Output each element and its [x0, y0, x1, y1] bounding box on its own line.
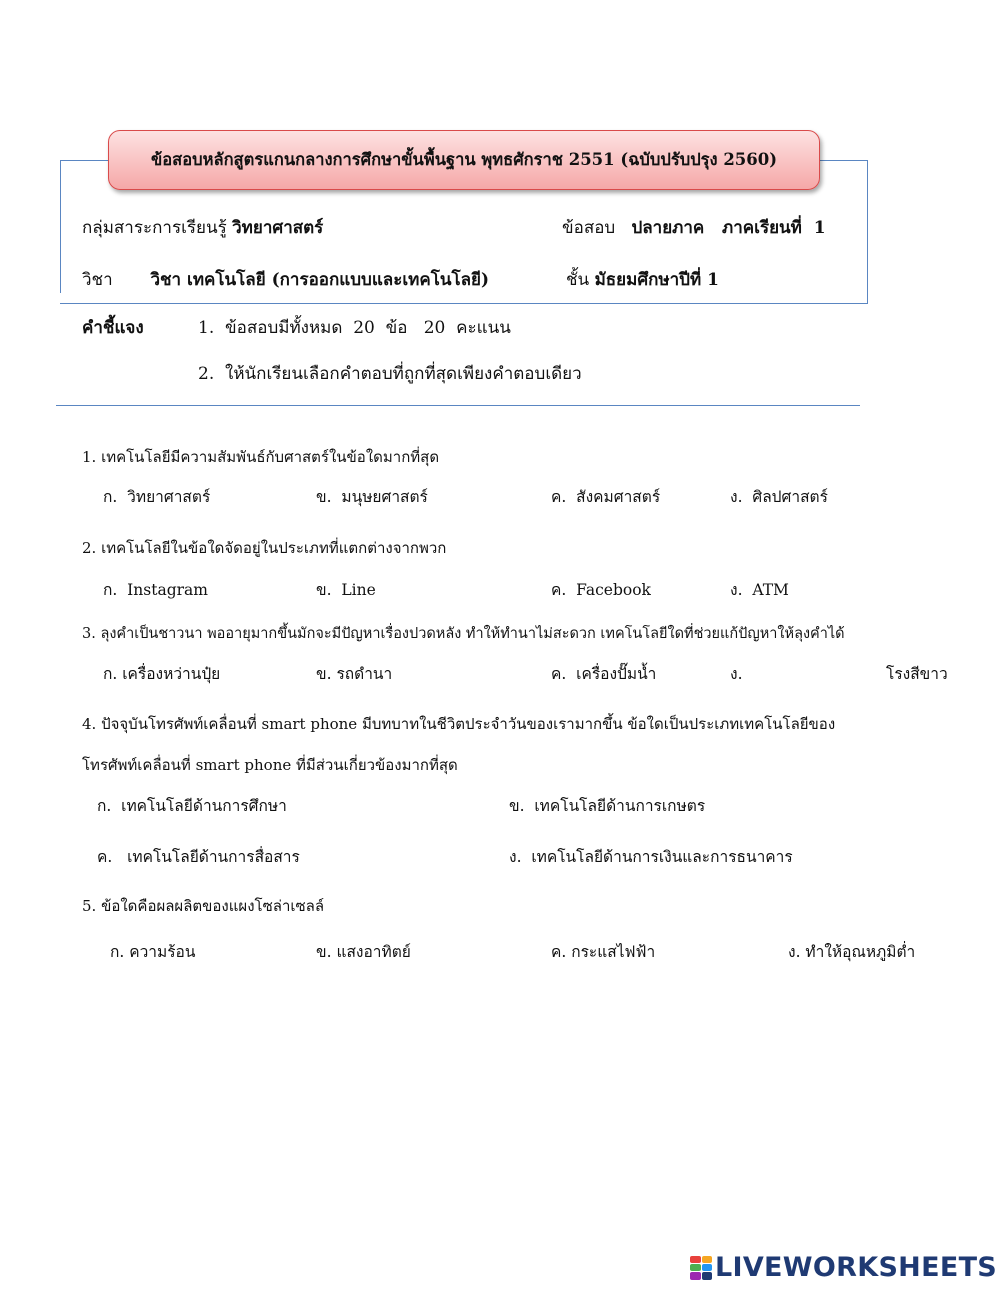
exam-label: ข้อสอบ [562, 218, 616, 238]
liveworksheets-logo-icon [690, 1256, 712, 1280]
q5-option-a[interactable]: ก. ความร้อน [110, 943, 196, 961]
q2-option-d[interactable]: ง. ATM [730, 581, 789, 599]
q4-option-b[interactable]: ข. เทคโนโลยีด้านการเกษตร [509, 797, 706, 815]
header-frame-top-right [818, 160, 868, 161]
section-divider [56, 405, 860, 406]
exam-value: ปลายภาค ภาคเรียนที่ 1 [631, 218, 826, 238]
q5-option-b[interactable]: ข. แสงอาทิตย์ [316, 943, 411, 961]
subject-group-value: วิทยาศาสตร์ [232, 218, 324, 238]
question-4-text: 4. ปัจจุบันโทรศัพท์เคลื่อนที่ smart phone มีบทบาทในชีวิตประจำวันของเรามากขึ้น ข้อใดเป็นประเภทเทคโนโลยีของ [82, 715, 836, 733]
instruction-item-2: 2. ให้นักเรียนเลือกคำตอบที่ถูกที่สุดเพียงคำตอบเดียว [198, 364, 582, 384]
grade [566, 266, 719, 293]
instructions-label: คำชี้แจง [82, 318, 144, 338]
q2-option-c[interactable]: ค. Facebook [551, 581, 651, 599]
question-2-text: 2. เทคโนโลยีในข้อใดจัดอยู่ในประเภทที่แตกต่างจากพวก [82, 539, 447, 557]
grade-value: มัธยมศึกษาปีที่ 1 [594, 270, 719, 290]
course-value: วิชา เทคโนโลยี (การออกแบบและเทคโนโลยี) [150, 270, 490, 290]
q3-option-b[interactable]: ข. รถดำนา [316, 665, 393, 683]
q3-option-d-marker[interactable]: ง. [730, 665, 743, 683]
course [82, 266, 489, 293]
grade-label: ชั้น [566, 270, 590, 290]
q1-option-b[interactable]: ข. มนุษยศาสตร์ [316, 488, 428, 506]
q4-option-d[interactable]: ง. เทคโนโลยีด้านการเงินและการธนาคาร [509, 848, 793, 866]
header-frame-right [867, 160, 868, 303]
question-5-text: 5. ข้อใดคือผลผลิตของแผงโซล่าเซลล์ [82, 897, 325, 915]
q5-option-c[interactable]: ค. กระแสไฟฟ้า [551, 943, 656, 961]
subject-group-label: กลุ่มสาระการเรียนรู้ [82, 218, 227, 238]
header-frame-left [60, 160, 61, 293]
q3-option-d-text[interactable]: โรงสีขาว [886, 665, 948, 683]
q1-option-d[interactable]: ง. ศิลปศาสตร์ [730, 488, 828, 506]
q4-option-c[interactable]: ค. เทคโนโลยีด้านการสื่อสาร [97, 848, 300, 866]
header-frame-bottom [60, 303, 868, 304]
q1-option-c[interactable]: ค. สังคมศาสตร์ [551, 488, 661, 506]
header-frame-top-left [60, 160, 110, 161]
exam-type [562, 214, 826, 241]
liveworksheets-logo[interactable] [690, 1252, 997, 1283]
q2-option-a[interactable]: ก. Instagram [103, 581, 208, 599]
instruction-item-1: 1. ข้อสอบมีทั้งหมด 20 ข้อ 20 คะแนน [198, 318, 511, 338]
q2-option-b[interactable]: ข. Line [316, 581, 376, 599]
q4-option-a[interactable]: ก. เทคโนโลยีด้านการศึกษา [97, 797, 287, 815]
exam-title: ข้อสอบหลักสูตรแกนกลางการศึกษาขั้นพื้นฐาน พุทธศักราช 2551 (ฉบับปรับปรุง 2560) [150, 150, 778, 169]
question-4-text-cont: โทรศัพท์เคลื่อนที่ smart phone ที่มีส่วนเกี่ยวข้องมากที่สุด [82, 756, 458, 774]
q5-option-d[interactable]: ง. ทำให้อุณหภูมิต่ำ [788, 943, 916, 961]
q3-option-c[interactable]: ค. เครื่องปั๊มน้ำ [551, 665, 657, 683]
q3-option-a[interactable]: ก. เครื่องหว่านปุ๋ย [103, 665, 221, 683]
exam-title-banner [108, 130, 820, 190]
course-label: วิชา [82, 270, 113, 290]
q1-option-a[interactable]: ก. วิทยาศาสตร์ [103, 488, 211, 506]
question-3-text: 3. ลุงคำเป็นชาวนา พออายุมากขึ้นมักจะมีปัญหาเรื่องปวดหลัง ทำให้ทำนาไม่สะดวก เทคโนโลยีใดที่ช่วยแก้ปัญหาให้ลุงคำได้ [82, 626, 845, 642]
subject-group [82, 214, 323, 241]
liveworksheets-logo-text: LIVEWORKSHEETS [715, 1252, 998, 1283]
question-1-text: 1. เทคโนโลยีมีความสัมพันธ์กับศาสตร์ในข้อใดมากที่สุด [82, 448, 440, 466]
